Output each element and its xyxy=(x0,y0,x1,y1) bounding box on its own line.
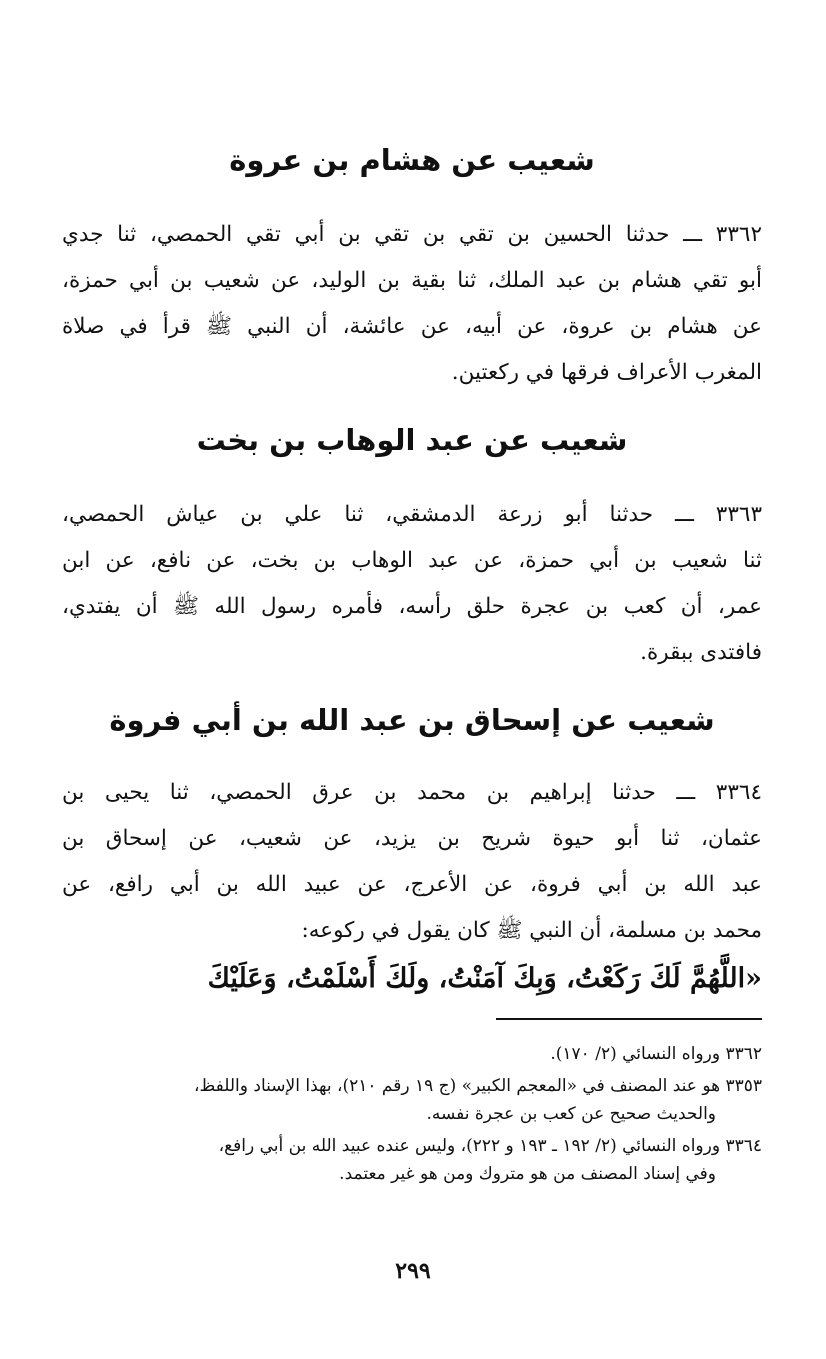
footnote-line: والحديث صحيح عن كعب بن عجرة نفسه. xyxy=(426,1104,716,1124)
footnote xyxy=(62,1040,762,1068)
section-heading: شعيب عن هشام بن عروة xyxy=(229,143,595,177)
page-number: ٢٩٩ xyxy=(395,1258,431,1284)
footnote-line: ٣٣٦٢ ورواه النسائي (٢/ ١٧٠). xyxy=(550,1044,762,1064)
hadith-line: أبو تقي هشام بن عبد الملك، ثنا بقية بن الوليد، عن شعيب بن أبي حمزة، xyxy=(62,268,762,293)
footnote-line: ٣٣٥٣ هو عند المصنف في «المعجم الكبير» (ج ١٩ رقم ٢١٠)، بهذا الإسناد واللفظ، xyxy=(194,1076,762,1096)
hadith-line: ثنا شعيب بن أبي حمزة، عن عبد الوهاب بن بخت، عن نافع، عن ابن xyxy=(62,548,762,573)
hadith-line: المغرب الأعراف فرقها في ركعتين. xyxy=(451,360,762,385)
footnote xyxy=(62,1132,762,1188)
hadith-line: ٣٣٦٣ ـــ حدثنا أبو زرعة الدمشقي، ثنا علي بن عياش الحمصي، xyxy=(62,502,762,527)
footnote-rule xyxy=(496,1018,762,1020)
prayer-quote: «اللَّهُمَّ لَكَ رَكَعْتُ، وَبِكَ آمَنْتُ، ولَكَ أَسْلَمْتُ، وَعَلَيْكَ xyxy=(207,963,762,994)
hadith-line: عن هشام بن عروة، عن أبيه، عن عائشة، أن النبي ﷺ قرأ في صلاة xyxy=(62,314,762,339)
footnotes xyxy=(62,1040,762,1192)
section-heading: شعيب عن إسحاق بن عبد الله بن أبي فروة xyxy=(109,703,715,737)
hadith-line: عمر، أن كعب بن عجرة حلق رأسه، فأمره رسول الله ﷺ أن يفتدي، xyxy=(62,594,762,619)
hadith-3364 xyxy=(62,770,762,1004)
hadith-3363 xyxy=(62,492,762,676)
hadith-line: ٣٣٦٤ ـــ حدثنا إبراهيم بن محمد بن عرق الحمصي، ثنا يحيى بن xyxy=(62,780,762,805)
section-heading: شعيب عن عبد الوهاب بن بخت xyxy=(196,423,628,457)
footnote-line: وفي إسناد المصنف من هو متروك ومن هو غير معتمد. xyxy=(339,1164,716,1184)
hadith-line: محمد بن مسلمة، أن النبي ﷺ كان يقول في ركوعه: xyxy=(301,918,762,943)
hadith-line: عبد الله بن أبي فروة، عن الأعرج، عن عبيد الله بن أبي رافع، عن xyxy=(62,872,762,897)
hadith-3362 xyxy=(62,212,762,396)
hadith-line: ٣٣٦٢ ـــ حدثنا الحسين بن تقي بن تقي بن أبي تقي الحمصي، ثنا جدي xyxy=(62,222,762,247)
hadith-line: عثمان، ثنا أبو حيوة شريح بن يزيد، عن شعيب، عن إسحاق بن xyxy=(62,826,762,851)
footnote xyxy=(62,1072,762,1128)
footnote-line: ٣٣٦٤ ورواه النسائي (٢/ ١٩٢ ـ ١٩٣ و ٢٢٢)، وليس عنده عبيد الله بن أبي رافع، xyxy=(218,1136,762,1156)
hadith-line: فافتدى ببقرة. xyxy=(640,640,762,665)
